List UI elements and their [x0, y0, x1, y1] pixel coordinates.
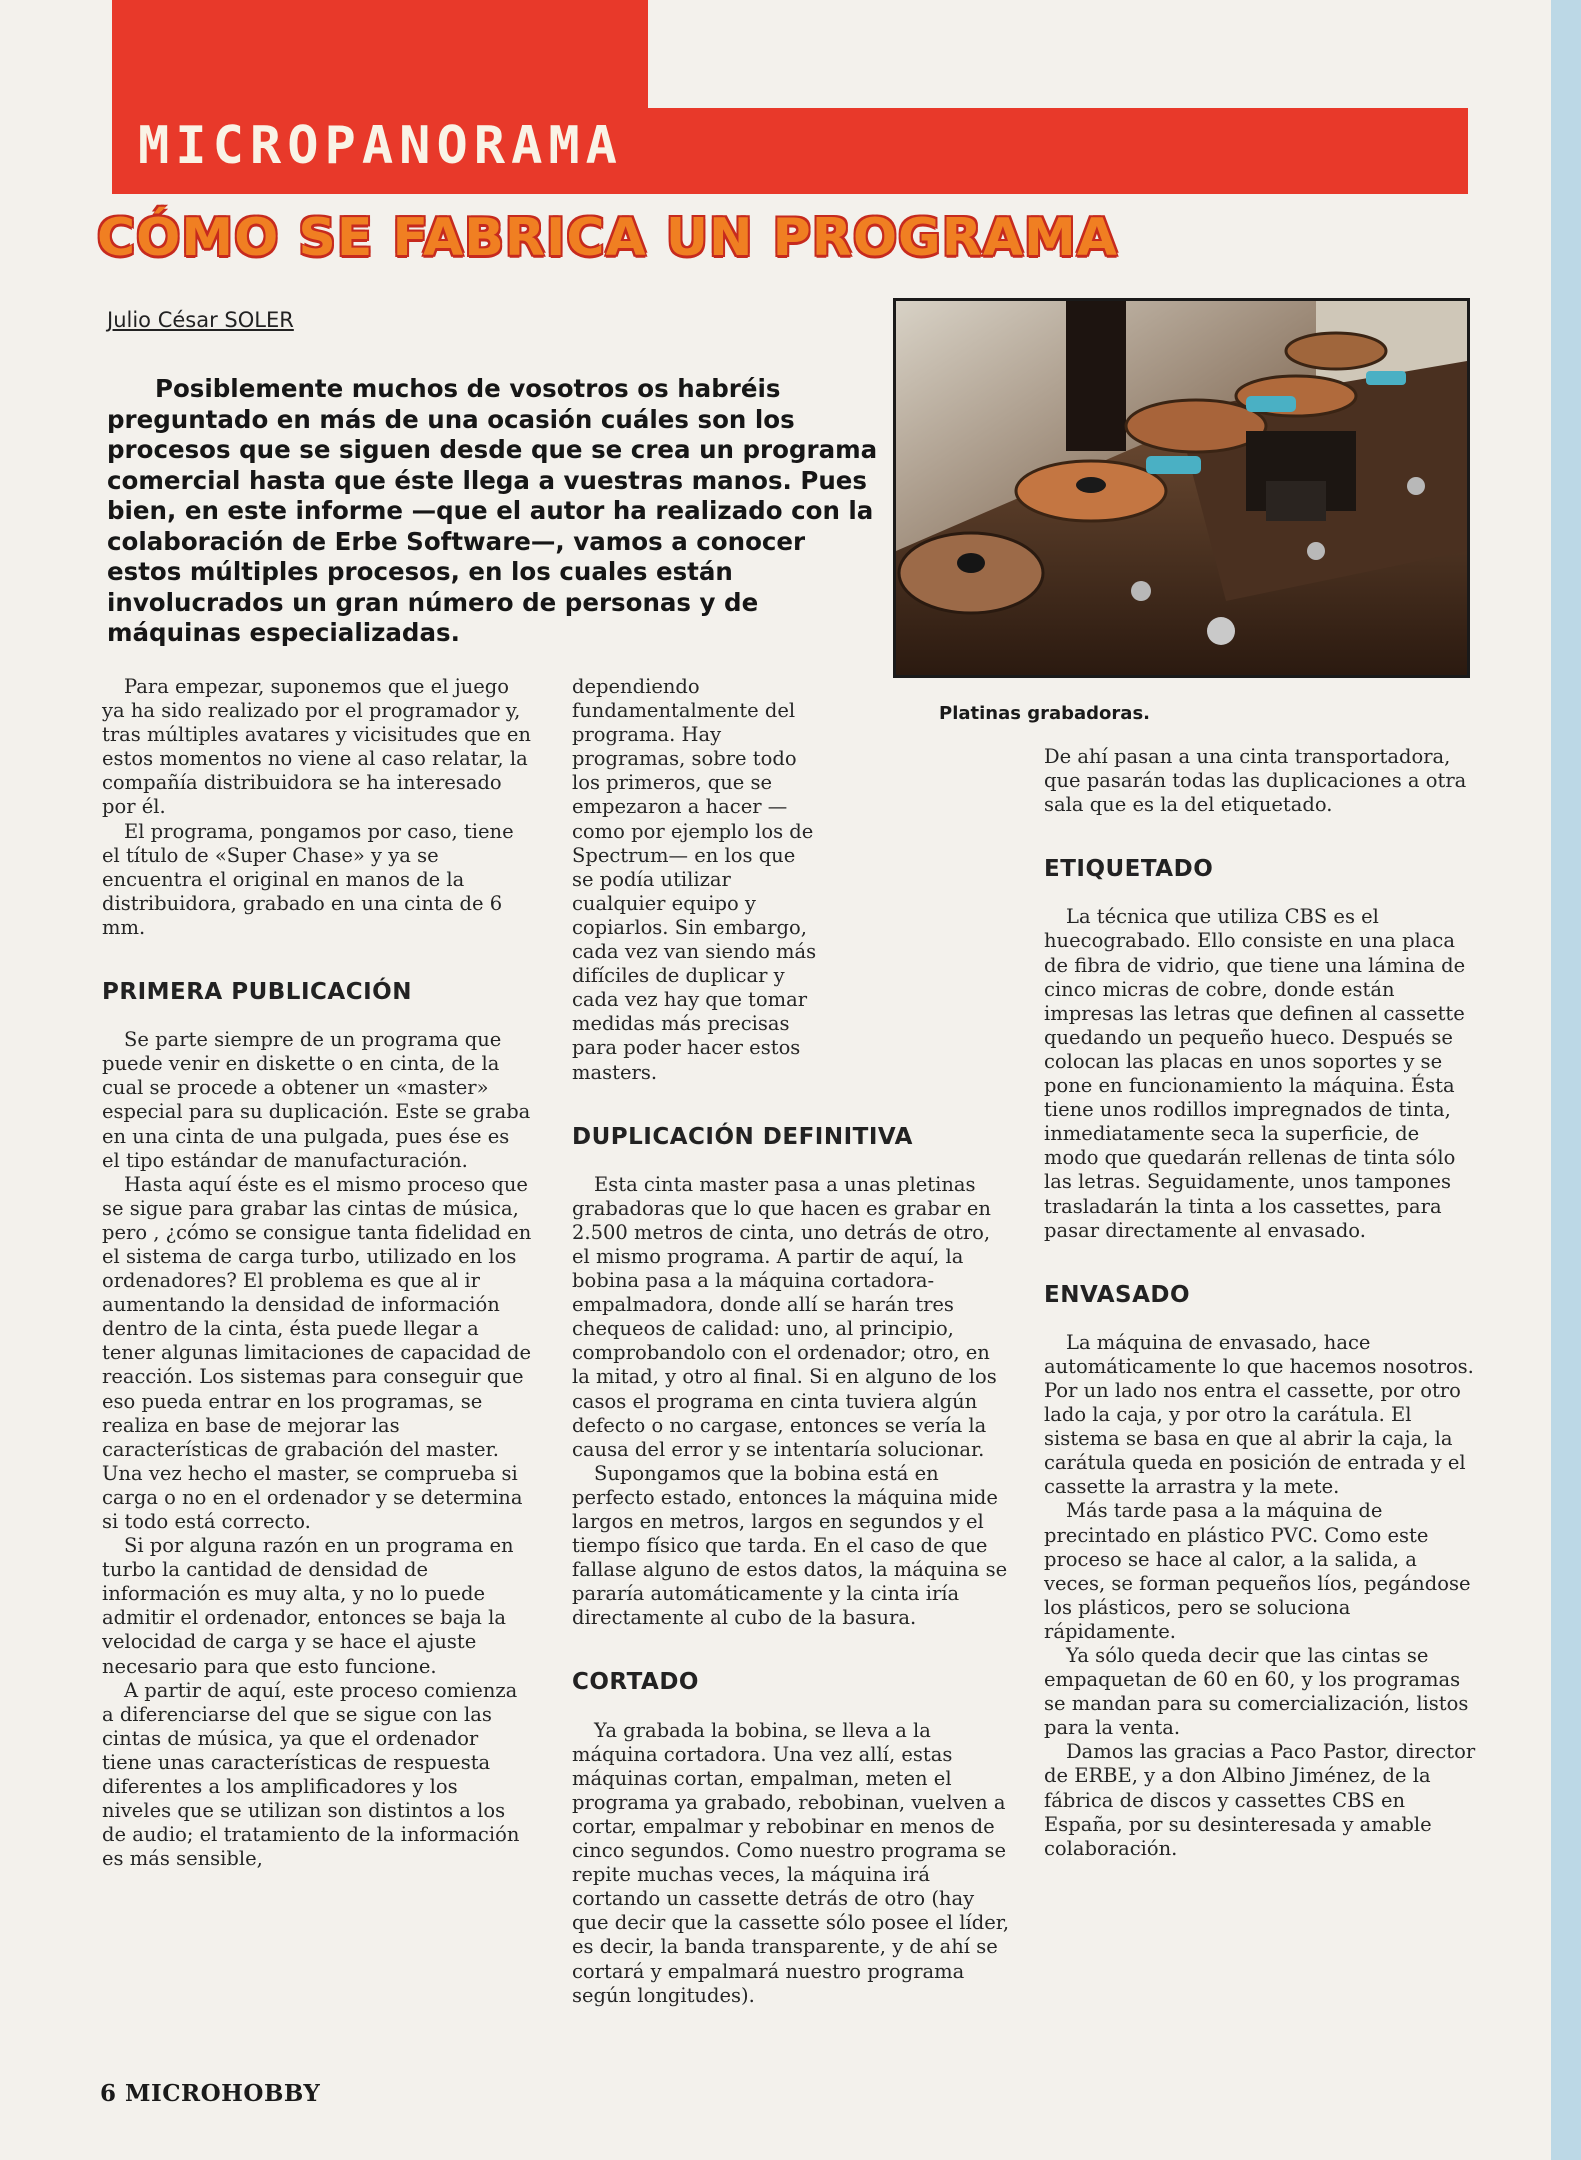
paragraph: Hasta aquí éste es el mismo proceso que se sigue para grabar las cintas de música, pero , ¿cómo se consigue tanta fidelidad en el sistema de carga turbo, utilizado en los ordenadores? El problema es que al ir aumentando la densidad de información dentro de la cinta, ésta puede llegar a tener algunas limitaciones de capacidad de reacción. Los sistemas para conseguir que eso pueda entrar en los programas, se realiza en base de mejorar las características de grabación del master. Una vez hecho el master, se comprueba si carga o no en el ordenador y se determina si todo está correcto.	[102, 1172, 532, 1533]
page-edge	[1551, 0, 1581, 2160]
section-heading: PRIMERA PUBLICACIÓN	[102, 979, 412, 1006]
paragraph: Ya sólo queda decir que las cintas se empaquetan de 60 en 60, y los programas se mandan para su comercialización, listos para la venta.	[1044, 1644, 1469, 1740]
paragraph: Para empezar, suponemos que el juego ya ha sido realizado por el programador y, tras múltiples avatares y vicisitudes que en estos momentos no viene al caso relatar, la compañía distribuidora se ha interesado por él.	[102, 675, 531, 819]
article-author: Julio César SOLER	[107, 308, 294, 332]
paragraph: Supongamos que la bobina está en perfecto estado, entonces la máquina mide largos en metros, largos en segundos y el tiempo físico que tarda. En el caso de que fallase alguno de estos datos, la máquina se pararía automáticamente y la cinta iría directamente al cubo de la basura.	[572, 1461, 1008, 1630]
paragraph: dependiendo fundamentalmente del programa. Hay programas, sobre todo los primeros, que se empezaron a hacer —como por ejemplo los de Spectrum— en los que se podía utilizar cualquier equipo y copiarlos. Sin embargo, cada vez van siendo más difíciles de duplicar y cada vez hay que tomar medidas más precisas para poder hacer estos masters.	[572, 675, 817, 1084]
paragraph: El programa, pongamos por caso, tiene el título de «Super Chase» y ya se encuentra el original en manos de la distribuidora, grabado en una cinta de 6 mm.	[102, 819, 514, 939]
column-2	[572, 675, 1012, 2008]
lead-text: Posiblemente muchos de vosotros os habréis preguntado en más de una ocasión cuáles son los procesos que se siguen desde que se crea un programa comercial hasta que éste llega a vuestras manos. Pues bien, en este informe —que el autor ha realizado con la colaboración de Erbe Software—, vamos a conocer estos múltiples procesos, en los cuales están involucrados un gran número de personas y de máquinas especializadas.	[107, 374, 878, 647]
article-photo	[893, 298, 1470, 678]
paragraph: De ahí pasan a una cinta transportadora, que pasarán todas las duplicaciones a otra sala que es la del etiquetado.	[1044, 745, 1467, 817]
header-band-top	[112, 0, 648, 110]
paragraph: Más tarde pasa a la máquina de precintado en plástico PVC. Como este proceso se hace al calor, a la salida, a veces, se forman pequeños líos, pegándose los plásticos, pero se soluciona rápidamente.	[1044, 1499, 1471, 1643]
tape-recorders-photo	[896, 301, 1467, 675]
section-heading: CORTADO	[572, 1669, 699, 1696]
paragraph: A partir de aquí, este proceso comienza a diferenciarse del que se sigue con las cintas de música, ya que el ordenador tiene unas características de respuesta diferentes a los amplificadores y los niveles que se utilizan son distintos a los de audio; el tratamiento de la información es más sensible,	[102, 1678, 520, 1871]
page-folio: 6 MICROHOBBY	[100, 2080, 321, 2107]
section-heading: ETIQUETADO	[1044, 856, 1214, 883]
section-label: MICROPANORAMA	[138, 116, 623, 176]
photo-caption: Platinas grabadoras.	[939, 703, 1150, 724]
paragraph: La máquina de envasado, hace automáticamente lo que hacemos nosotros. Por un lado nos entra el cassette, por otro lado la caja, y por otro la carátula. El sistema se basa en que al abrir la caja, la carátula queda en posición de entrada y el cassette la arrastra y la mete.	[1044, 1330, 1474, 1499]
article-title: CÓMO SE FABRICA UN PROGRAMA	[97, 208, 1118, 268]
paragraph: Ya grabada la bobina, se lleva a la máquina cortadora. Una vez allí, estas máquinas cortan, empalman, meten el programa ya grabado, rebobinan, vuelven a cortar, empalmar y rebobinar en menos de cinco segundos. Como nuestro programa se repite muchas veces, la máquina irá cortando un cassette detrás de otro (hay que decir que la cassette sólo posee el líder, es decir, la banda transparente, y de ahí se cortará y empalmará nuestro programa según longitudes).	[572, 1718, 1010, 2007]
paragraph: La técnica que utiliza CBS es el huecograbado. Ello consiste en una placa de fibra de vidrio, que tiene una lámina de cinco micras de cobre, donde están impresas las letras que definen al cassette quedando un pequeño hueco. Después se colocan las placas en unos soportes y se pone en funcionamiento la máquina. Ésta tiene unos rodillos impregnados de tinta, inmediatamente seca la superficie, de modo que quedarán rellenas de tinta sólo las letras. Seguidamente, unos tampones trasladarán la tinta a los cassettes, para pasar directamente al envasado.	[1044, 905, 1466, 1242]
column-1	[102, 675, 532, 1871]
paragraph: Esta cinta master pasa a unas pletinas grabadoras que lo que hacen es grabar en 2.500 metros de cinta, uno detrás de otro, el mismo programa. A partir de aquí, la bobina pasa a la máquina cortadora-empalmadora, donde allí se harán tres chequeos de calidad: uno, al principio, comprobandolo con el ordenador; otro, en la mitad, y otro al final. Si en alguno de los casos el programa en cinta tuviera algún defecto o no cargase, entonces se vería la causa del error y se intentaría solucionar.	[572, 1172, 997, 1461]
article-lead	[107, 374, 887, 649]
paragraph: Se parte siempre de un programa que puede venir en diskette o en cinta, de la cual se procede a obtener un «master» especial para su duplicación. Este se graba en una cinta de una pulgada, pues ése es el tipo estándar de manufacturación.	[102, 1028, 531, 1172]
column-3	[1044, 745, 1476, 1861]
paragraph: Si por alguna razón en un programa en turbo la cantidad de densidad de información es muy alta, y no lo puede admitir el ordenador, entonces se baja la velocidad de carga y se hace el ajuste necesario para que esto funcione.	[102, 1534, 514, 1678]
paragraph: Damos las gracias a Paco Pastor, director de ERBE, y a don Albino Jiménez, de la fábrica de discos y cassettes CBS en España, por su desinteresada y amable colaboración.	[1044, 1740, 1476, 1860]
section-heading: ENVASADO	[1044, 1281, 1191, 1308]
section-heading: DUPLICACIÓN DEFINITIVA	[572, 1123, 913, 1150]
